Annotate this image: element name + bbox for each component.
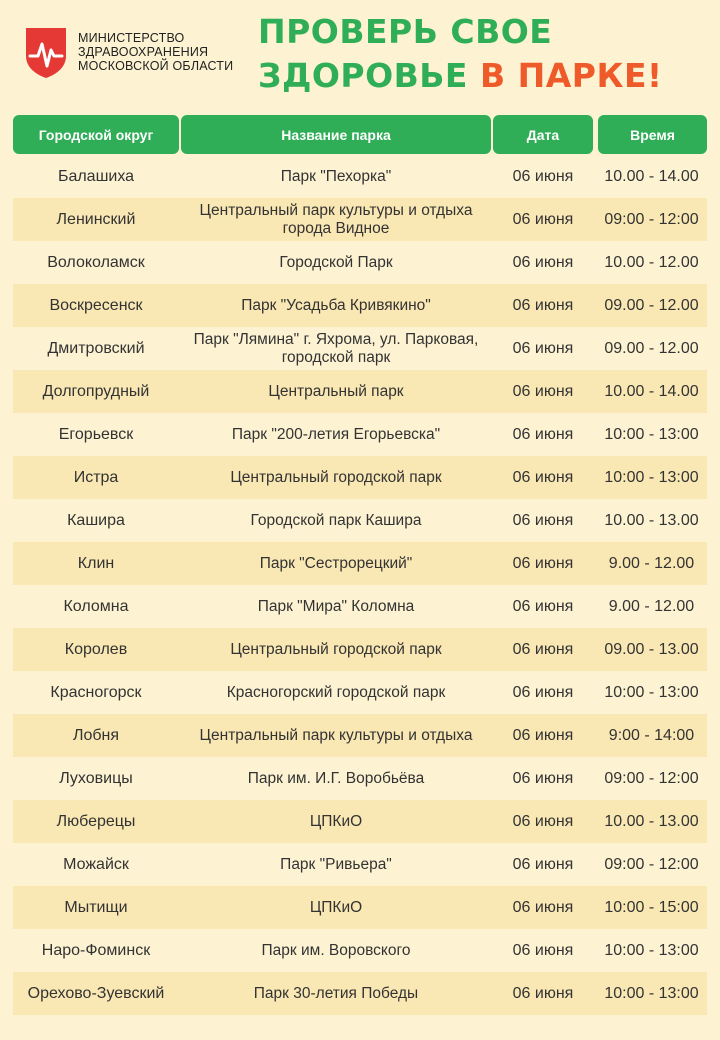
- table-row: [13, 628, 707, 671]
- date-cell: 06 июня: [512, 167, 574, 185]
- headline-main-word: ЗДОРОВЬЕ: [258, 56, 468, 95]
- district-cell: Егорьевск: [58, 425, 134, 443]
- park-cell: Парк им. И.Г. Воробьёва: [247, 769, 425, 787]
- time-cell: 09.00 - 12.00: [604, 296, 699, 314]
- district-cell: Наро-Фоминск: [41, 941, 151, 959]
- ministry-line-2: ЗДРАВООХРАНЕНИЯ: [78, 45, 209, 60]
- district-cell: Дмитровский: [47, 339, 145, 357]
- time-cell: 10.00 - 14.00: [604, 382, 699, 400]
- time-cell: 09.00 - 13.00: [604, 640, 699, 658]
- park-cell: Парк 30-летия Победы: [253, 984, 419, 1002]
- ministry-logo-icon: [24, 26, 68, 80]
- time-cell: 10:00 - 13:00: [604, 984, 699, 1002]
- date-cell: 06 июня: [512, 382, 574, 400]
- time-cell: 10.00 - 14.00: [604, 167, 699, 185]
- date-cell: 06 июня: [512, 726, 574, 744]
- district-cell: Орехово-Зуевский: [27, 984, 165, 1002]
- district-cell: Воскресенск: [49, 296, 143, 314]
- park-cell: Городской Парк: [279, 253, 393, 271]
- table-row: [13, 800, 707, 843]
- time-cell: 9.00 - 12.00: [608, 554, 695, 572]
- date-cell: 06 июня: [512, 597, 574, 615]
- headline-line-1: ПРОВЕРЬ СВОЕ: [258, 12, 553, 51]
- date-cell: 06 июня: [512, 210, 574, 228]
- park-cell: Красногорский городской парк: [226, 683, 446, 701]
- ministry-name: [78, 31, 233, 74]
- park-cell: Центральный городской парк: [230, 640, 442, 658]
- table-row: [13, 284, 707, 327]
- district-cell: Луховицы: [59, 769, 133, 787]
- district-cell: Ленинский: [56, 210, 136, 228]
- time-cell: 9.00 - 12.00: [608, 597, 695, 615]
- park-cell: Парк им. Воровского: [261, 941, 411, 959]
- date-cell: 06 июня: [512, 253, 574, 271]
- district-cell: Балашиха: [57, 167, 135, 185]
- table-row: [13, 757, 707, 800]
- time-cell: 09:00 - 12:00: [604, 855, 699, 873]
- page-title: [258, 10, 663, 98]
- table-row: [13, 327, 707, 370]
- time-cell: 10:00 - 13:00: [604, 425, 699, 443]
- table-row: [13, 370, 707, 413]
- park-cell: Парк "200-летия Егорьевска": [231, 425, 441, 443]
- time-cell: 9:00 - 14:00: [608, 726, 695, 744]
- park-cell: Городской парк Кашира: [250, 511, 422, 529]
- schedule-table-body: [13, 155, 707, 1015]
- date-cell: 06 июня: [512, 554, 574, 572]
- district-cell: Можайск: [63, 855, 129, 873]
- headline-accent: В ПАРКЕ!: [479, 56, 663, 95]
- park-cell: Парк "Мира" Коломна: [257, 597, 415, 615]
- table-row: [13, 843, 707, 886]
- table-row: [13, 714, 707, 757]
- time-cell: 10:00 - 13:00: [604, 683, 699, 701]
- district-cell: Кашира: [67, 511, 125, 529]
- column-header-date: Дата: [493, 115, 593, 154]
- date-cell: 06 июня: [512, 296, 574, 314]
- park-cell: Парк "Ривьера": [280, 855, 392, 873]
- district-cell: Волоколамск: [47, 253, 145, 271]
- time-cell: 10.00 - 13.00: [604, 812, 699, 830]
- park-cell: Парк "Пехорка": [280, 167, 392, 185]
- date-cell: 06 июня: [512, 898, 574, 916]
- park-cell: Центральный парк: [268, 382, 404, 400]
- district-cell: Коломна: [63, 597, 129, 615]
- table-row: [13, 155, 707, 198]
- date-cell: 06 июня: [512, 984, 574, 1002]
- headline-line-2: [258, 54, 663, 98]
- park-cell: Центральный парк культуры и отдыха: [199, 726, 473, 744]
- date-cell: 06 июня: [512, 339, 574, 357]
- table-row: [13, 671, 707, 714]
- table-row: [13, 886, 707, 929]
- table-row: [13, 456, 707, 499]
- time-cell: 10.00 - 12.00: [604, 253, 699, 271]
- district-cell: Мытищи: [64, 898, 128, 916]
- table-row: [13, 542, 707, 585]
- time-cell: 09:00 - 12:00: [604, 210, 699, 228]
- park-cell: ЦПКиО: [309, 898, 363, 916]
- column-header-park: Название парка: [181, 115, 491, 154]
- table-row: [13, 198, 707, 241]
- district-cell: Люберецы: [56, 812, 136, 830]
- table-row: [13, 413, 707, 456]
- park-cell: Парк "Усадьба Кривякино": [241, 296, 431, 314]
- time-cell: 10:00 - 15:00: [604, 898, 699, 916]
- date-cell: 06 июня: [512, 812, 574, 830]
- column-header-district: Городской округ: [13, 115, 179, 154]
- district-cell: Долгопрудный: [42, 382, 150, 400]
- table-row: [13, 585, 707, 628]
- date-cell: 06 июня: [512, 425, 574, 443]
- ministry-line-3: МОСКОВСКОЙ ОБЛАСТИ: [78, 59, 234, 74]
- district-cell: Красногорск: [50, 683, 142, 701]
- date-cell: 06 июня: [512, 855, 574, 873]
- table-row: [13, 499, 707, 542]
- date-cell: 06 июня: [512, 511, 574, 529]
- park-cell: Центральный городской парк: [230, 468, 442, 486]
- time-cell: 10:00 - 13:00: [604, 941, 699, 959]
- date-cell: 06 июня: [512, 640, 574, 658]
- date-cell: 06 июня: [512, 769, 574, 787]
- park-cell: Парк "Лямина" г. Яхрома, ул. Парковая, городской парк: [193, 330, 479, 366]
- district-cell: Истра: [73, 468, 119, 486]
- district-cell: Королев: [64, 640, 128, 658]
- time-cell: 10:00 - 13:00: [604, 468, 699, 486]
- date-cell: 06 июня: [512, 941, 574, 959]
- table-row: [13, 929, 707, 972]
- park-cell: Парк "Сестрорецкий": [259, 554, 413, 572]
- time-cell: 10.00 - 13.00: [604, 511, 699, 529]
- ministry-line-1: МИНИСТЕРСТВО: [78, 31, 185, 45]
- time-cell: 09:00 - 12:00: [604, 769, 699, 787]
- park-cell: Центральный парк культуры и отдыха города Видное: [199, 201, 473, 237]
- district-cell: Лобня: [72, 726, 120, 744]
- district-cell: Клин: [77, 554, 115, 572]
- date-cell: 06 июня: [512, 683, 574, 701]
- table-row: [13, 972, 707, 1015]
- table-row: [13, 241, 707, 284]
- date-cell: 06 июня: [512, 468, 574, 486]
- time-cell: 09.00 - 12.00: [604, 339, 699, 357]
- column-header-time: Время: [598, 115, 707, 154]
- park-cell: ЦПКиО: [309, 812, 363, 830]
